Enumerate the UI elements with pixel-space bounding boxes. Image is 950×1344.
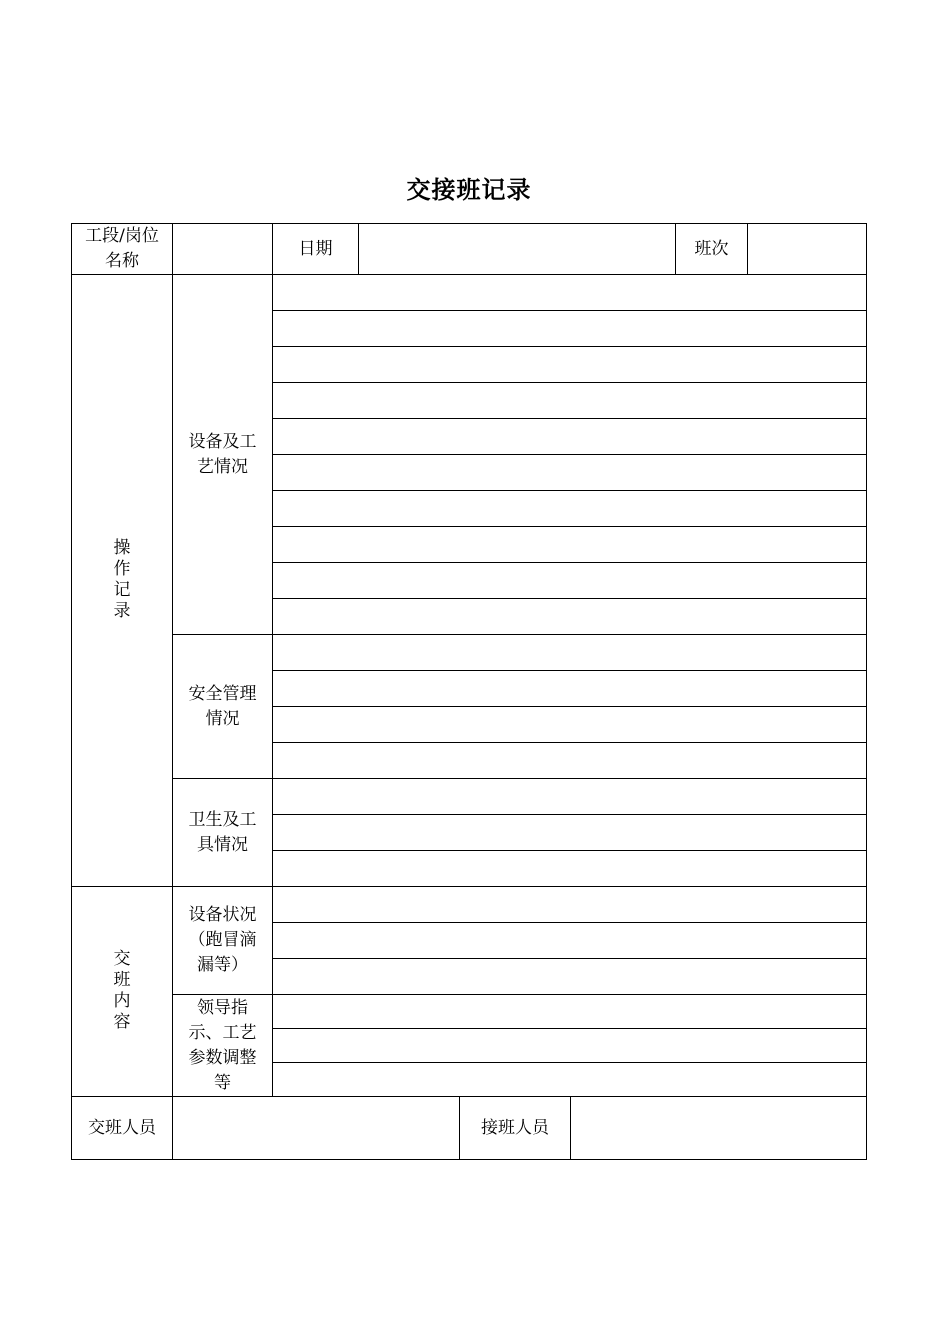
entry-line[interactable]	[273, 491, 867, 527]
receiver-person-value-cell[interactable]	[571, 1097, 867, 1160]
section-label-cell	[72, 224, 173, 275]
safety-management-label: 安全管理情况	[188, 683, 257, 729]
section-value-cell[interactable]	[173, 224, 273, 275]
entry-line[interactable]	[273, 815, 867, 851]
leader-instructions-label: 领导指示、工艺参数调整等	[188, 997, 257, 1093]
leader-instructions-label-cell	[173, 995, 273, 1097]
page-title: 交接班记录	[406, 176, 532, 204]
entry-line[interactable]	[273, 851, 867, 887]
entry-line[interactable]	[273, 383, 867, 419]
entry-line[interactable]	[273, 707, 867, 743]
entry-line[interactable]	[273, 671, 867, 707]
entry-line[interactable]	[273, 563, 867, 599]
operation-record-label-cell	[72, 275, 173, 887]
entry-line[interactable]	[273, 779, 867, 815]
entry-line[interactable]	[273, 599, 867, 635]
entry-line[interactable]	[273, 995, 867, 1029]
entry-line[interactable]	[273, 743, 867, 779]
section-label: 工段/岗位名称	[85, 226, 159, 271]
handover-person-label: 交班人员	[72, 1097, 173, 1160]
entry-line[interactable]	[273, 527, 867, 563]
entry-line[interactable]	[273, 923, 867, 959]
entry-line[interactable]	[273, 311, 867, 347]
operation-record-label: 操作记录	[113, 537, 131, 621]
handover-person-value-cell[interactable]	[173, 1097, 460, 1160]
receiver-person-label: 接班人员	[460, 1097, 571, 1160]
handover-content-label: 交班内容	[113, 948, 131, 1032]
date-label: 日期	[273, 224, 359, 275]
equipment-process-label: 设备及工艺情况	[188, 431, 257, 477]
entry-line[interactable]	[273, 419, 867, 455]
shift-label: 班次	[676, 224, 748, 275]
entry-line[interactable]	[273, 887, 867, 923]
entry-line[interactable]	[273, 455, 867, 491]
entry-line[interactable]	[273, 1063, 867, 1097]
date-value-cell[interactable]	[359, 224, 676, 275]
entry-line[interactable]	[273, 1029, 867, 1063]
equipment-process-label-cell	[173, 275, 273, 635]
equipment-status-label-cell	[173, 887, 273, 995]
hygiene-tools-label: 卫生及工具情况	[188, 809, 257, 855]
safety-management-label-cell	[173, 635, 273, 779]
entry-line[interactable]	[273, 275, 867, 311]
handover-content-label-cell	[72, 887, 173, 1097]
equipment-status-label: 设备状况（跑冒滴漏等）	[188, 905, 257, 975]
shift-value-cell[interactable]	[748, 224, 867, 275]
entry-line[interactable]	[273, 635, 867, 671]
entry-line[interactable]	[273, 959, 867, 995]
handover-record-form	[71, 223, 867, 1160]
hygiene-tools-label-cell	[173, 779, 273, 887]
entry-line[interactable]	[273, 347, 867, 383]
